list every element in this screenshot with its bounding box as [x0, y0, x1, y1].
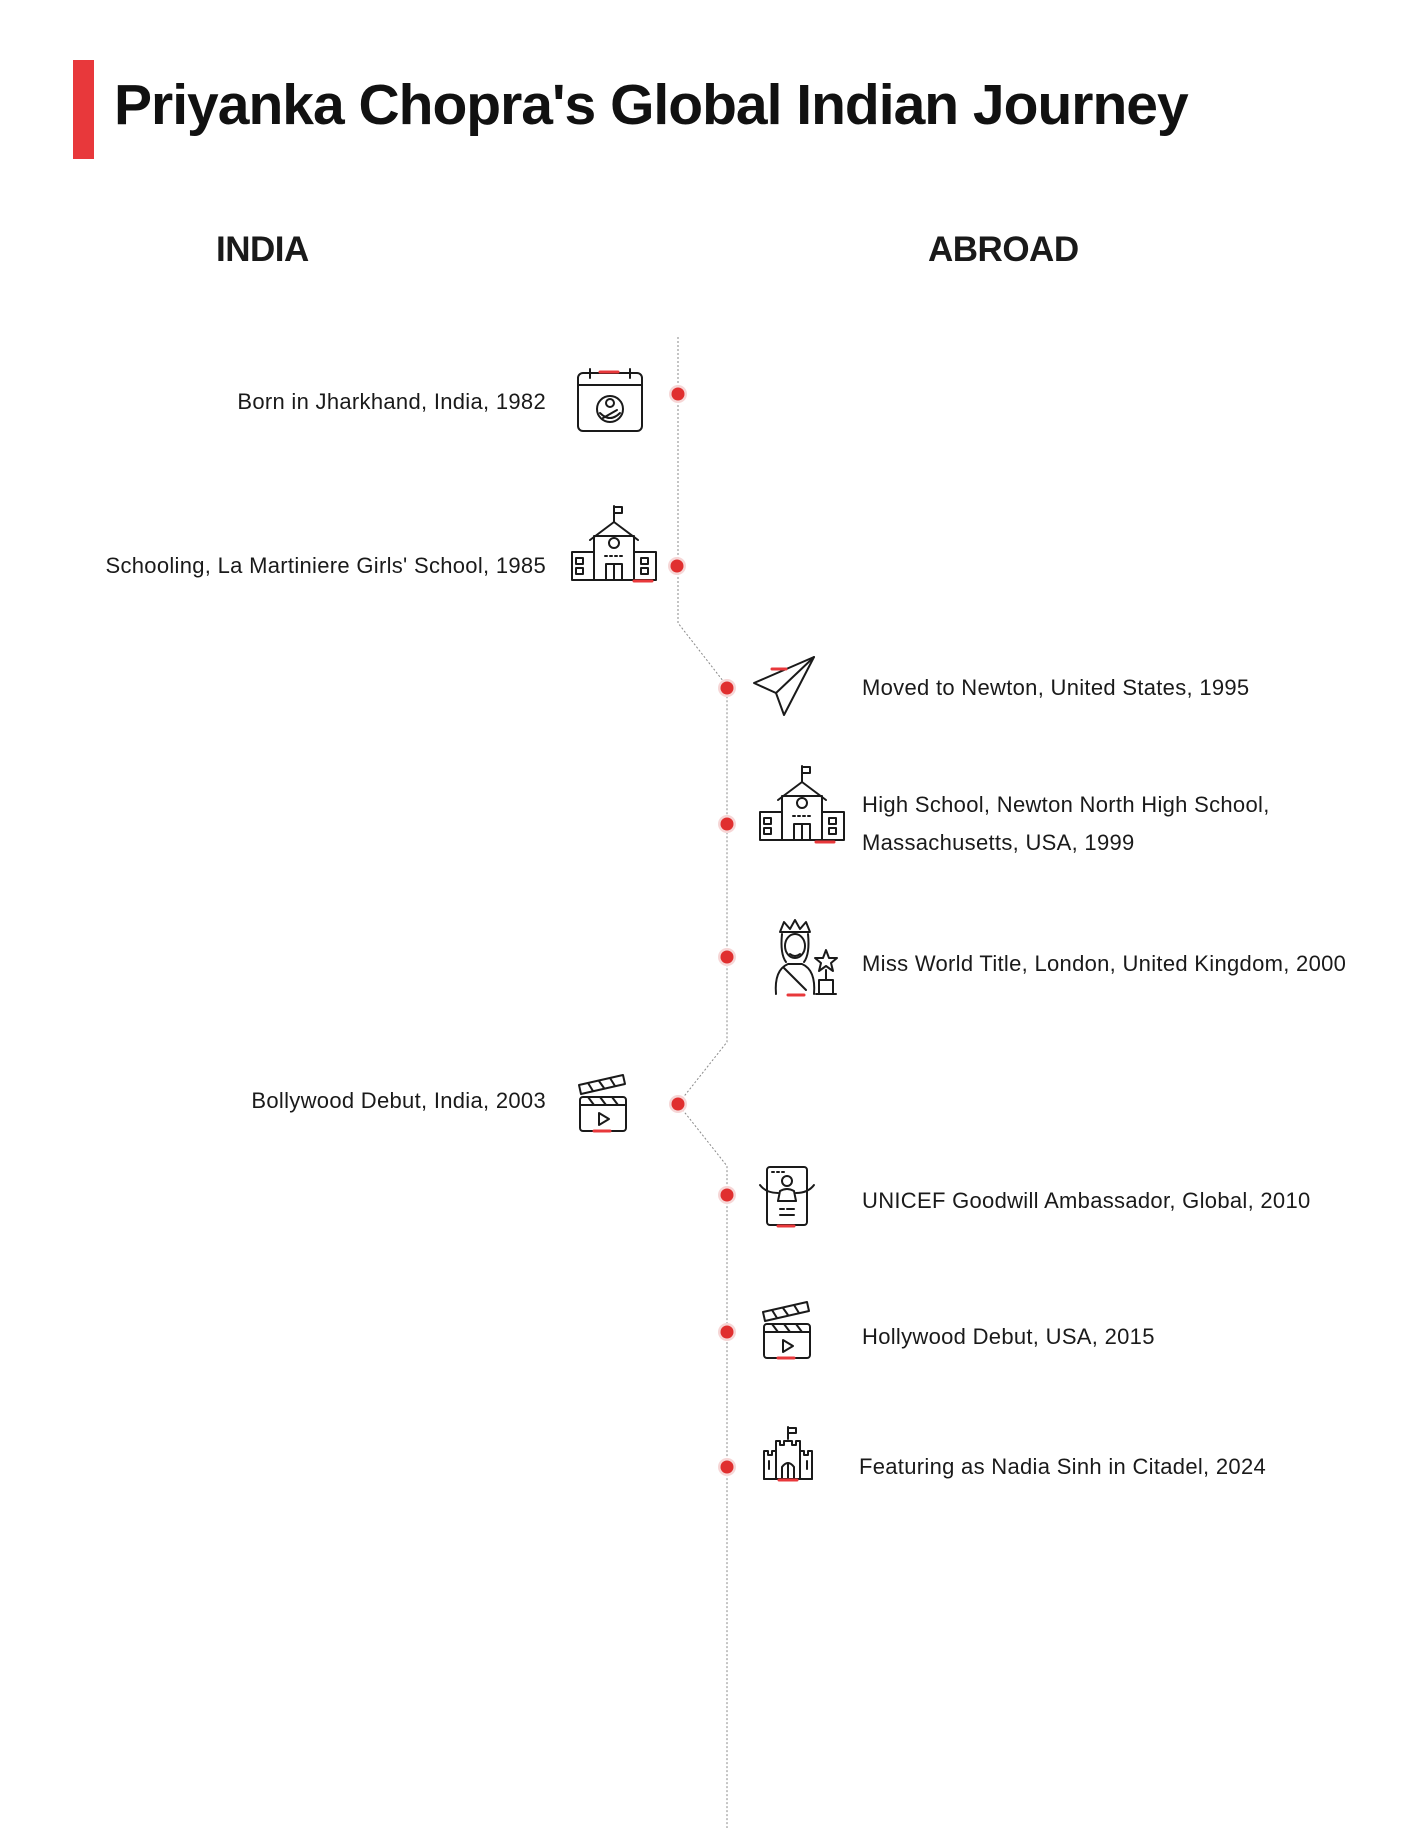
event-label: Bollywood Debut, India, 2003: [251, 1088, 546, 1113]
event-label: Moved to Newton, United States, 1995: [862, 675, 1250, 700]
event-label: Hollywood Debut, USA, 2015: [862, 1324, 1155, 1349]
school-building-icon: [572, 506, 656, 581]
event-label: Schooling, La Martiniere Girls' School, 1985: [105, 553, 546, 578]
crowned-woman-trophy-icon: [776, 920, 837, 995]
event-label: UNICEF Goodwill Ambassador, Global, 2010: [862, 1188, 1311, 1213]
column-header-abroad: ABROAD: [928, 230, 1079, 269]
timeline-dot: [718, 948, 736, 966]
paper-plane-icon: [754, 657, 814, 715]
timeline-dot: [718, 1323, 736, 1341]
event-label: Featuring as Nadia Sinh in Citadel, 2024: [859, 1454, 1267, 1479]
timeline-dot: [718, 679, 736, 697]
timeline-dot: [668, 557, 686, 575]
calendar-baby-icon: [578, 369, 642, 431]
event-label: High School, Newton North High School, Massachusetts, USA, 1999: [862, 792, 1270, 855]
citadel-castle-icon: [764, 1427, 812, 1480]
school-building-icon: [760, 766, 844, 842]
page-title: Priyanka Chopra's Global Indian Journey: [114, 73, 1188, 137]
timeline-dot: [718, 1186, 736, 1204]
ambassador-icon: [760, 1167, 814, 1226]
clapperboard-icon: [579, 1075, 626, 1131]
timeline-dot: [718, 1458, 736, 1476]
clapperboard-icon: [763, 1302, 810, 1358]
column-header-india: INDIA: [216, 230, 309, 269]
event-label: Born in Jharkhand, India, 1982: [237, 389, 546, 414]
event-label: Miss World Title, London, United Kingdom, 2000: [862, 951, 1347, 976]
timeline-dot: [669, 1095, 687, 1113]
timeline-dot: [669, 385, 687, 403]
timeline-line: [678, 337, 727, 1828]
timeline-dot: [718, 815, 736, 833]
